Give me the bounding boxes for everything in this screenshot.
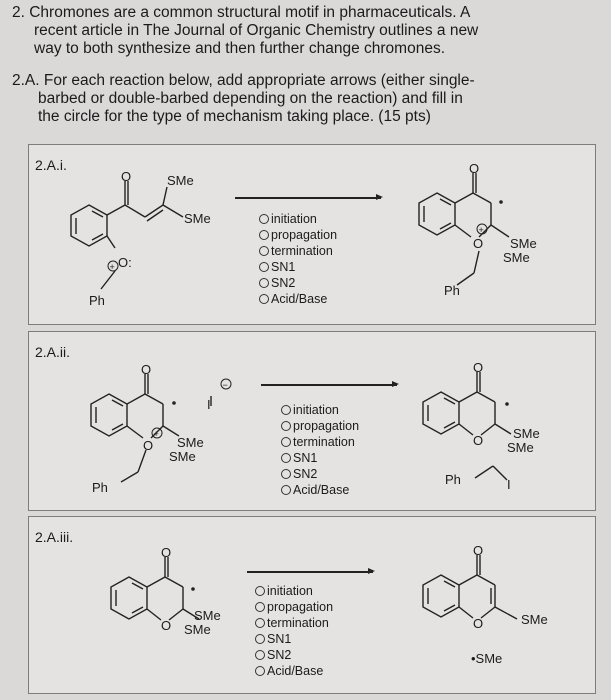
question-line: recent article in The Journal of Organic Chemistry outlines a new (34, 22, 479, 39)
sme-label: SMe (177, 435, 204, 450)
question-line: 2. Chromones are a common structural motif in pharmaceuticals. A (12, 4, 471, 21)
methylthiyl-radical: •SMe (471, 651, 503, 666)
option-acid-base[interactable]: Acid/Base (259, 291, 337, 307)
reaction-panel-3 (28, 516, 596, 694)
oxonium-oxygen: O: (118, 255, 132, 270)
question-2a (12, 72, 592, 126)
carbonyl-oxygen: O (121, 169, 132, 184)
question-line: the circle for the type of mechanism taking place. (15 pts) (38, 108, 431, 125)
ring-oxygen: O (143, 438, 154, 453)
phenyl-label: Ph (445, 472, 461, 487)
positive-charge: + (109, 262, 115, 272)
phenyl-label: Ph (92, 480, 108, 495)
sme-label: SMe (513, 426, 540, 441)
option-initiation[interactable]: initiation (255, 583, 333, 599)
option-acid-base[interactable]: Acid/Base (255, 663, 333, 679)
sme-label: SMe (184, 622, 211, 637)
question-2 (12, 4, 592, 58)
product-structure-2 (29, 332, 595, 510)
carbonyl-oxygen: O (473, 543, 484, 558)
negative-charge: − (222, 380, 228, 390)
positive-charge: + (478, 225, 484, 235)
reaction-panel-2 (28, 331, 596, 511)
sme-label: SMe (184, 211, 211, 226)
carbonyl-oxygen: O (473, 360, 484, 375)
option-sn1[interactable]: SN1 (259, 259, 337, 275)
product-structure-3 (29, 517, 595, 693)
phenyl-label: Ph (89, 293, 105, 308)
sme-label: SMe (167, 173, 194, 188)
option-termination[interactable]: termination (281, 434, 359, 450)
radical-dot (505, 402, 509, 406)
carbonyl-oxygen: O (469, 161, 480, 176)
option-termination[interactable]: termination (259, 243, 337, 259)
iodide-label: I (507, 477, 511, 492)
option-initiation[interactable]: initiation (281, 402, 359, 418)
option-termination[interactable]: termination (255, 615, 333, 631)
positive-charge: + (153, 429, 159, 439)
sme-label: SMe (194, 608, 221, 623)
product-structure-1 (29, 145, 595, 324)
option-initiation[interactable]: initiation (259, 211, 337, 227)
option-propagation[interactable]: propagation (281, 418, 359, 434)
option-acid-base[interactable]: Acid/Base (281, 482, 359, 498)
option-propagation[interactable]: propagation (259, 227, 337, 243)
ring-oxygen: O (473, 236, 484, 251)
panel-label: 2.A.ii. (35, 344, 71, 360)
question-line: 2.A. For each reaction below, add appropriate arrows (either single- (12, 72, 475, 89)
carbonyl-oxygen: O (161, 545, 172, 560)
phenyl-label: Ph (444, 283, 460, 298)
sme-label: SMe (169, 449, 196, 464)
option-sn1[interactable]: SN1 (281, 450, 359, 466)
ring-oxygen: O (473, 433, 484, 448)
question-line: way to both synthesize and then further change chromones. (34, 40, 445, 57)
ring-oxygen: O (161, 618, 172, 633)
option-propagation[interactable]: propagation (255, 599, 333, 615)
radical-dot (499, 200, 503, 204)
panel-label: 2.A.iii. (35, 529, 74, 545)
ring-oxygen: O (473, 616, 484, 631)
sme-label: SMe (503, 250, 530, 265)
reaction-panel-1 (28, 144, 596, 325)
iodide-label: I (207, 397, 211, 412)
sme-label: SMe (510, 236, 537, 251)
question-line: barbed or double-barbed depending on the reaction) and fill in (38, 90, 463, 107)
panel-label: 2.A.i. (35, 157, 67, 173)
option-sn2[interactable]: SN2 (255, 647, 333, 663)
option-sn2[interactable]: SN2 (259, 275, 337, 291)
option-sn2[interactable]: SN2 (281, 466, 359, 482)
carbonyl-oxygen: O (141, 362, 152, 377)
sme-label: SMe (521, 612, 548, 627)
option-sn1[interactable]: SN1 (255, 631, 333, 647)
sme-label: SMe (507, 440, 534, 455)
